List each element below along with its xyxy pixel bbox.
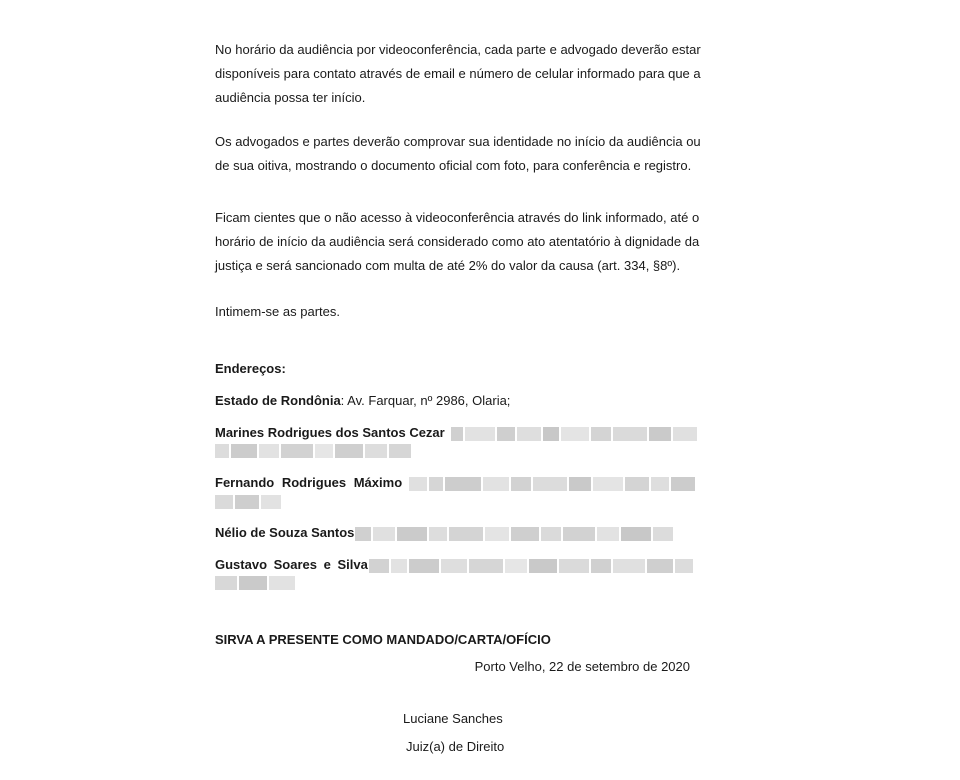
paragraph-line: Intimem-se as partes.	[215, 304, 340, 319]
address-state-rondonia	[215, 391, 695, 411]
redacted-address	[409, 477, 697, 491]
paragraph-line: de sua oitiva, mostrando o documento oficial com foto, para conferência e registro.	[215, 158, 692, 173]
redacted-address	[451, 427, 697, 441]
judge-title: Juiz(a) de Direito	[406, 739, 505, 754]
paragraph-videoconference-availability	[215, 38, 701, 110]
paragraph-penalty-notice	[215, 206, 700, 278]
paragraph-identity-verification	[215, 130, 701, 178]
redacted-address	[215, 576, 297, 590]
paragraph-line: No horário da audiência por videoconferência, cada parte e advogado deverão estar	[215, 42, 701, 57]
redacted-address	[369, 559, 697, 573]
redacted-address	[215, 495, 283, 509]
paragraph-line: justiça e será sancionado com multa de até 2% do valor da causa (art. 334, §8º).	[215, 258, 681, 273]
address-party-name: Marines Rodrigues dos Santos Cezar	[215, 425, 445, 440]
address-entity-name: Estado de Rondônia	[215, 393, 341, 408]
paragraph-line: horário de início da audiência será considerado como ato atentatório à dignidade da	[215, 234, 700, 249]
judge-name: Luciane Sanches	[403, 711, 503, 726]
paragraph-line: Os advogados e partes deverão comprovar sua identidade no início da audiência ou	[215, 134, 701, 149]
paragraph-summon-parties	[215, 300, 695, 324]
paragraph-line: Ficam cientes que o não acesso à videoconferência através do link informado, até o	[215, 210, 700, 225]
addresses-heading: Endereços:	[215, 361, 286, 376]
address-text: : Av. Farquar, nº 2986, Olaria;	[340, 393, 511, 408]
paragraph-line: disponíveis para contato através de email e número de celular informado para que a	[215, 66, 701, 81]
address-party-name: Gustavo Soares e Silva	[215, 557, 368, 572]
redacted-address	[215, 444, 411, 458]
paragraph-line: audiência possa ter início.	[215, 90, 366, 105]
mandado-statement: SIRVA A PRESENTE COMO MANDADO/CARTA/OFÍCIO	[215, 632, 551, 647]
redacted-address	[355, 527, 673, 541]
date-place: Porto Velho, 22 de setembro de 2020	[474, 659, 690, 674]
address-party-name: Fernando Rodrigues Máximo	[215, 475, 403, 490]
address-party-name: Nélio de Souza Santos	[215, 525, 355, 540]
